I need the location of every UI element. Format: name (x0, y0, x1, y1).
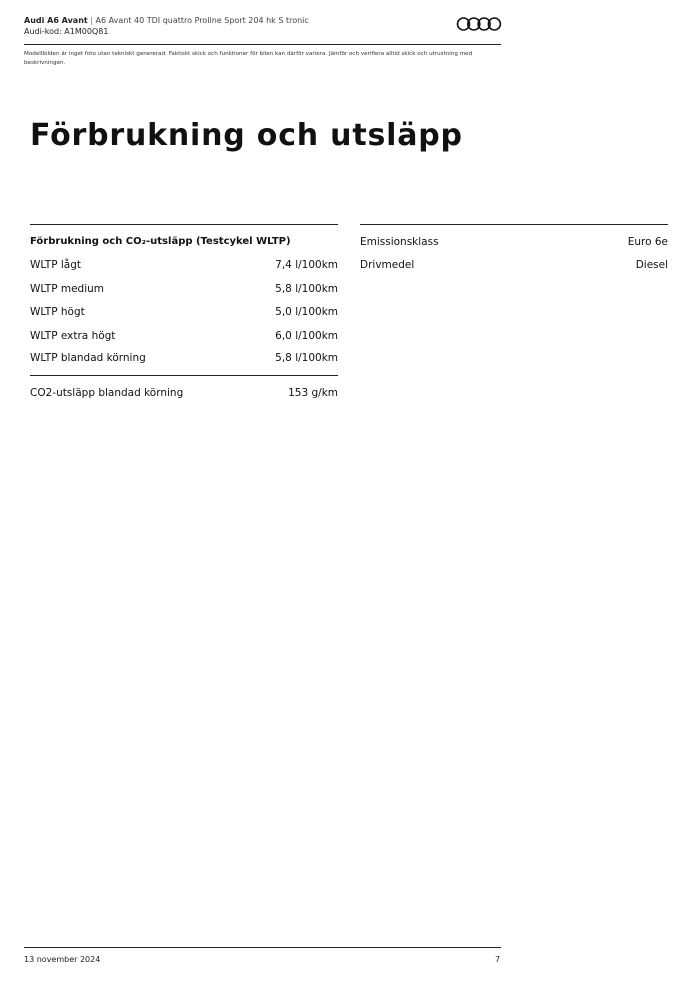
row-label: WLTP blandad körning (30, 352, 146, 364)
row-value: 5,0 l/100km (275, 306, 338, 318)
row-label: WLTP medium (30, 283, 105, 295)
table-row (30, 330, 338, 342)
row-label: Drivmedel (360, 259, 415, 271)
row-value: 5,8 l/100km (275, 352, 338, 364)
row-value: 7,4 l/100km (275, 259, 338, 271)
row-label: WLTP lågt (30, 259, 82, 271)
table-row (30, 352, 338, 364)
table-row (360, 259, 668, 271)
row-value: Diesel (635, 259, 668, 271)
header-model-line (24, 16, 309, 25)
disclaimer-text: Modellbilden är inget foto utan tekniskt genererad. Faktiskt skick och funktioner för bilen kan därför variera. Jämför och verifiera alltid skick och utrustning med beskrivningen. (24, 51, 473, 66)
header-model: Audi A6 Avant (24, 16, 88, 25)
consumption-top-rule (30, 224, 338, 225)
row-label: WLTP extra högt (30, 330, 116, 342)
audi-rings-icon (456, 16, 502, 32)
page-number: 7 (495, 955, 501, 964)
row-label: Emissionsklass (360, 236, 439, 248)
header-trim: A6 Avant 40 TDI quattro Proline Sport 204 hk S tronic (95, 16, 309, 25)
emissions-top-rule (360, 224, 668, 225)
table-row (30, 259, 338, 271)
row-value: 6,0 l/100km (275, 330, 338, 342)
footer-rule (24, 947, 501, 948)
header-rule (24, 44, 501, 45)
table-row (360, 236, 668, 248)
consumption-heading: Förbrukning och CO₂-utsläpp (Testcykel WLTP) (30, 236, 291, 247)
row-value: 153 g/km (288, 387, 338, 399)
row-label: WLTP högt (30, 306, 85, 318)
header-separator: | (90, 16, 93, 25)
row-value: 5,8 l/100km (275, 283, 338, 295)
co2-row (30, 387, 338, 399)
footer-date: 13 november 2024 (24, 955, 101, 964)
table-row (30, 306, 338, 318)
page-title: Förbrukning och utsläpp (30, 118, 463, 153)
table-row (30, 283, 338, 295)
row-value: Euro 6e (627, 236, 668, 248)
header-code-line: Audi-kod: A1M00Q81 (24, 27, 109, 36)
row-label: CO2-utsläpp blandad körning (30, 387, 184, 399)
co2-rule (30, 375, 338, 376)
